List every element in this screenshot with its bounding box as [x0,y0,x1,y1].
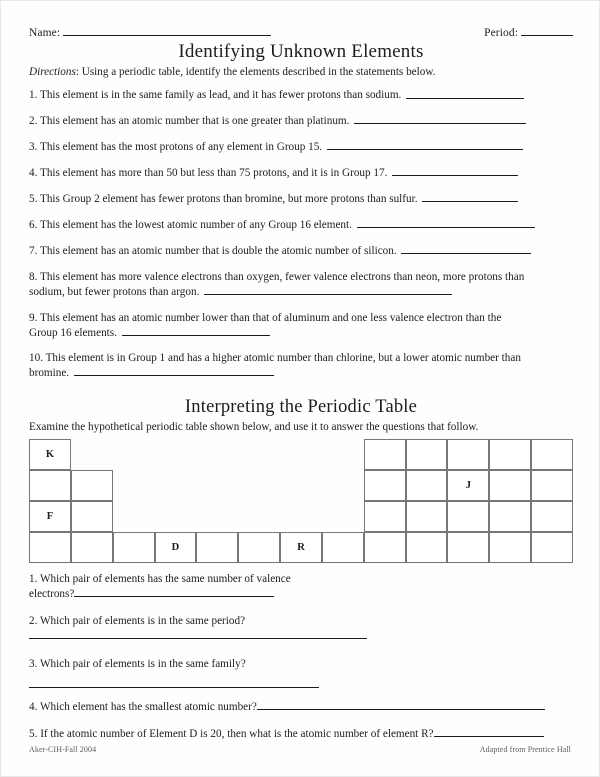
page-content [29,25,573,742]
answer-line[interactable] [29,674,319,688]
periodic-cell-empty[interactable] [531,532,573,563]
question-text: This element is in Group 1 and has a higher atomic number than chlorine, but a lower atomic number than [45,352,521,365]
page-title: Identifying Unknown Elements [178,40,424,62]
periodic-cell-empty[interactable] [531,439,573,470]
question-text: Which pair of elements is in the same family? [40,657,246,670]
periodic-cell-empty[interactable] [29,470,71,501]
periodic-cell-empty[interactable] [406,532,448,563]
answer-line[interactable] [392,166,518,176]
periodic-cell-empty[interactable] [489,470,531,501]
question-number: 5. [29,193,38,206]
question-number: 7. [29,245,38,258]
question-item [29,727,573,742]
question-number: 4. [29,700,38,713]
question-text: This element has an atomic number lower than that of aluminum and one less valence electron than the [40,311,502,324]
directions-label: Directions [29,65,76,78]
question-number: 2. [29,115,38,128]
question-number: 9. [29,311,38,324]
page-footer [29,745,571,754]
hypothetical-periodic-table [29,439,573,564]
question-text: If the atomic number of Element D is 20, then what is the atomic number of element R? [40,728,434,741]
question-text: This Group 2 element has fewer protons than bromine, but more protons than sulfur. [40,193,418,206]
periodic-cell-j[interactable]: J [447,470,489,501]
periodic-cell-empty[interactable] [531,470,573,501]
periodic-cell-empty[interactable] [71,470,113,501]
question-text-line2: bromine. [29,367,70,380]
periodic-cell-empty[interactable] [447,501,489,532]
question-number: 3. [29,141,38,154]
name-input-line[interactable] [63,25,271,36]
question-text: Which element has the smallest atomic number? [40,700,257,713]
answer-line[interactable] [401,244,531,254]
question-text: This element has more than 50 but less than 75 protons, and it is in Group 17. [40,167,388,180]
question-text: This element has an atomic number that is one greater than platinum. [40,115,350,128]
answer-line[interactable] [422,192,518,202]
periodic-cell-empty[interactable] [238,532,280,563]
periodic-cell-empty[interactable] [29,532,71,563]
periodic-cell-empty[interactable] [196,532,238,563]
periodic-cell-f[interactable]: F [29,501,71,532]
name-period-row [29,25,573,39]
answer-line[interactable] [434,727,544,737]
answer-line[interactable] [204,285,452,295]
question-item [29,351,573,381]
periodic-cell-empty[interactable] [364,439,406,470]
period-input-line[interactable] [521,25,573,36]
periodic-cell-empty[interactable] [406,501,448,532]
question-text-line2: sodium, but fewer protons than argon. [29,285,200,298]
periodic-cell-empty[interactable] [71,532,113,563]
period-label: Period: [484,26,518,39]
question-item [29,657,573,688]
periodic-cell-empty[interactable] [364,501,406,532]
answer-line[interactable] [354,114,526,124]
answer-line[interactable] [29,629,367,639]
directions-text: : Using a periodic table, identify the elements described in the statements below. [75,65,436,78]
question-item [29,88,573,103]
periodic-cell-k[interactable]: K [29,439,71,470]
question-item [29,166,573,181]
answer-line[interactable] [74,366,274,376]
question-number: 1. [29,89,38,102]
periodic-cell-empty[interactable] [113,532,155,563]
question-number: 8. [29,271,38,283]
question-item [29,572,573,602]
name-label: Name: [29,26,61,39]
examine-instructions: Examine the hypothetical periodic table shown below, and use it to answer the questions that follow. [29,421,479,434]
question-text: Which pair of elements is in the same period? [40,615,246,628]
answer-line[interactable] [74,587,274,597]
periodic-cell-empty[interactable] [489,501,531,532]
answer-line[interactable] [357,218,535,228]
periodic-cell-r[interactable]: R [280,532,322,563]
footer-left-credit: Aker-CIH-Fall 2004 [29,745,97,754]
answer-line[interactable] [122,326,270,336]
answer-line[interactable] [257,700,545,710]
question-text: This element has an atomic number that is double the atomic number of silicon. [40,245,397,258]
question-item [29,244,573,259]
question-item [29,218,573,233]
directions [29,65,573,80]
question-number: 1. [29,572,38,585]
question-text-line2: Group 16 elements. [29,326,117,339]
answer-line[interactable] [406,88,524,98]
periodic-cell-empty[interactable] [71,501,113,532]
question-item [29,270,573,300]
question-text: Which pair of elements has the same number of valence [40,572,291,585]
question-text: This element has more valence electrons than oxygen, fewer valence electrons than neon, more protons than [40,271,525,283]
question-item [29,700,573,715]
question-item [29,140,573,155]
periodic-cell-empty[interactable] [364,470,406,501]
section-title-interpreting: Interpreting the Periodic Table [184,397,418,418]
question-item [29,114,573,129]
question-text: This element is in the same family as lead, and it has fewer protons than sodium. [40,89,402,102]
periodic-cell-empty[interactable] [406,439,448,470]
periodic-cell-empty[interactable] [447,532,489,563]
question-number: 5. [29,728,38,741]
question-list-section2 [29,572,573,742]
periodic-cell-empty[interactable] [447,439,489,470]
periodic-cell-empty[interactable] [531,501,573,532]
question-list-section1 [29,88,573,381]
periodic-cell-empty[interactable] [489,532,531,563]
periodic-cell-d[interactable]: D [155,532,197,563]
question-number: 2. [29,615,38,628]
question-item [29,614,573,644]
question-item [29,311,573,341]
question-text: This element has the most protons of any element in Group 15. [40,141,323,154]
question-number: 4. [29,167,38,180]
answer-line[interactable] [327,140,523,150]
periodic-cell-empty[interactable] [489,439,531,470]
question-number: 10. [29,352,43,365]
footer-right-credit: Adapted from Prentice Hall [479,745,571,754]
question-number: 3. [29,657,38,670]
question-item [29,192,573,207]
periodic-cell-empty[interactable] [364,532,406,563]
question-number: 6. [29,219,38,232]
question-text-line2: electrons? [29,588,75,601]
periodic-cell-empty[interactable] [322,532,364,563]
periodic-cell-empty[interactable] [406,470,448,501]
question-text: This element has the lowest atomic number of any Group 16 element. [40,219,352,232]
